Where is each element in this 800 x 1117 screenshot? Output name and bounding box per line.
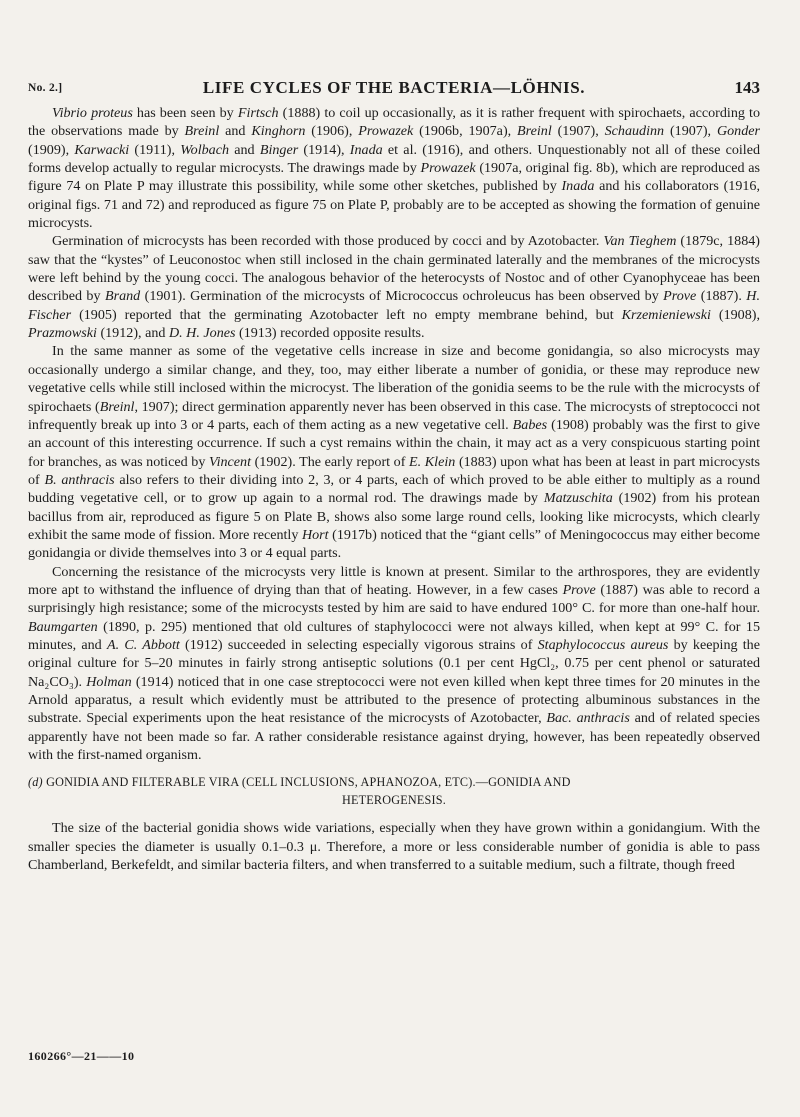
text-run: (1901). Germination of the microcysts of Micrococcus ochroleucus has been observed by bbox=[140, 288, 664, 305]
text-run: The size of the bacterial gonidia shows wide variations, especially when they have grown within a gonidangium. With the smaller species the diameter is usually 0.1–0.3 μ. Therefore, a more or less considerable number of gonidia is able to pass Chamberland, Berkefeldt, and similar bacteria filters, and when transferred to a suitable medium, such a filtrate, though freed bbox=[28, 820, 760, 874]
text-run: and his collaborators (1916, original figs. 71 and 72) and reproduced as figure 75 on Plate P, probably are to be accepted as showing the formation of genuine microcysts. bbox=[28, 178, 760, 232]
subheading-label: (d) bbox=[28, 775, 43, 790]
italic-run: Inada bbox=[349, 141, 383, 158]
text-run: In the same manner as some of the vegetative cells increase in size and become gonidangia, so also microcysts may occasionally undergo a similar change, and they, too, may either liberate a number of gonidia, or these may reproduce new vegetative cells while still inclosed within the microcyst. The liberation of the gonidia seems to be the rule with the microcysts of spirochaets ( bbox=[28, 343, 760, 415]
italic-run: Vibrio proteus bbox=[52, 105, 133, 121]
text-run: (1887). bbox=[696, 288, 747, 305]
italic-run: Vincent bbox=[209, 453, 251, 470]
italic-run: Firtsch bbox=[237, 105, 279, 121]
text-run: (1890, p. 295) mentioned that old cultures of staphylococci were not always killed, when kept at 99° C. for 15 minutes, and bbox=[28, 618, 760, 653]
italic-run: H. Fischer bbox=[28, 288, 760, 323]
italic-run: Schaudinn bbox=[604, 123, 665, 140]
text-run: (1888) to coil up occasionally, as it is rather frequent with spirochaets, according to the observations made by bbox=[28, 105, 760, 140]
italic-run: Van Tieghem bbox=[603, 233, 677, 250]
paragraph bbox=[28, 563, 760, 765]
text-run: (1909), bbox=[28, 141, 75, 158]
text-run: and of related species apparently have not been made so far. A rather considerable resistance against drying, however, has been repeatedly observed with the first-named organism. bbox=[28, 710, 761, 764]
text-run: (1907a, original fig. 8b), which are reproduced as figure 74 on Plate P may illustrate this possibility, while some other sketches, published by bbox=[28, 160, 761, 195]
italic-run: Brand bbox=[104, 288, 141, 305]
text-run: Germination of microcysts has been recorded with those produced by cocci and by Azotobacter. bbox=[52, 233, 604, 250]
text-run: (1908), bbox=[710, 306, 760, 323]
italic-run: Prove bbox=[562, 581, 596, 598]
italic-run: Hort bbox=[301, 526, 329, 543]
italic-run: Baumgarten bbox=[28, 618, 98, 635]
body-text bbox=[28, 104, 760, 874]
text-run: Concerning the resistance of the microcysts very little is known at present. Similar to the arthrospores, they are evidently more apt to withstand the influence of drying than that of heating. However, in a few cases bbox=[28, 563, 760, 598]
text-run: and bbox=[219, 123, 252, 140]
italic-run: Prazmowski bbox=[28, 325, 97, 342]
print-code: 160266°—21——10 bbox=[28, 1049, 135, 1063]
subheading-line-1: GONIDIA AND FILTERABLE VIRA (CELL INCLUSIONS, APHANOZOA, ETC).—GONIDIA AND bbox=[46, 775, 571, 790]
paragraph bbox=[28, 342, 760, 562]
italic-run: Breinl bbox=[184, 123, 220, 140]
text-run: (1907), bbox=[551, 123, 605, 140]
text-run: also refers to their dividing into 2, 3, or 4 parts, each of which proved to be able either to multiply as a round budding vegetative cell, or to grow up again to a normal rod. The drawings made by bbox=[28, 471, 760, 507]
subheading-line-2: HETEROGENESIS. bbox=[341, 793, 447, 808]
paragraph bbox=[28, 104, 760, 232]
text-run: (1908) probably was the first to give an account of this interesting occurrence. If such a cyst remains within the chain, it may act as a very conspicuous starting point for branches, as was noticed by bbox=[28, 416, 760, 470]
italic-run: Wolbach bbox=[180, 141, 230, 158]
text-run: (1917b) noticed that the “giant cells” of Meningococcus may either become gonidangia or divide themselves into 3 or 4 equal parts. bbox=[28, 526, 760, 562]
italic-run: Karwacki bbox=[74, 141, 130, 158]
italic-run: Krzemieniewski bbox=[621, 306, 711, 323]
text-run: (1906b, 1907a), bbox=[413, 123, 518, 140]
text-run: (1912) succeeded in selecting especially vigorous strains of bbox=[179, 636, 538, 653]
text-run: (1911), bbox=[129, 141, 181, 158]
italic-run: Babes bbox=[512, 416, 548, 433]
page-number: 143 bbox=[734, 78, 760, 97]
text-run: , 1907); direct germination apparently never has been observed in this case. The microcysts of streptococci not infrequently break up into 3 or 4 parts, each of them acting as a new vegetative cell. bbox=[28, 398, 760, 433]
running-title: LIFE CYCLES OF THE BACTERIA—LÖHNIS. bbox=[202, 78, 586, 97]
italic-run: A. C. Abbott bbox=[106, 636, 180, 653]
running-header bbox=[28, 78, 760, 100]
section-subheading bbox=[28, 773, 760, 809]
text-run: (1902). The early report of bbox=[251, 453, 410, 470]
italic-run: E. Klein bbox=[409, 453, 456, 470]
italic-run: Matzuschita bbox=[543, 490, 613, 507]
text-run: (1907), bbox=[664, 123, 717, 140]
italic-run: Breinl bbox=[99, 398, 135, 415]
italic-run: Kinghorn bbox=[251, 123, 306, 140]
text-run: (1883) upon what has been at least in part microcysts of bbox=[28, 453, 760, 488]
text-run: (1905) reported that the germinating Azotobacter left no empty membrane behind, but bbox=[71, 306, 622, 323]
italic-run: Staphylococcus aureus bbox=[537, 636, 669, 653]
italic-run: B. anthracis bbox=[44, 471, 115, 488]
issue-number: No. 2.] bbox=[28, 82, 63, 94]
italic-run: Binger bbox=[259, 141, 299, 158]
text-run: by keeping the original culture for 5–20 minutes in fairly strong antiseptic solutions (0.1 per cent HgCl₂, 0.75 per cent phenol or saturated Na₂CO₃). bbox=[28, 636, 760, 690]
text-run: (1913) recorded opposite results. bbox=[235, 325, 425, 342]
text-run: (1887) was able to record a surprisingly high resistance; some of the microcysts tested by him are said to have endured 100° C. for more than one-half hour. bbox=[28, 581, 760, 617]
italic-run: Holman bbox=[86, 673, 132, 690]
text-run: et al. (1916), and others. Unquestionably not all of these coiled forms develop actually to regular microcysts. The drawings made by bbox=[28, 141, 760, 177]
text-run: (1902) from his protean bacillus from air, reproduced as figure 5 on Plate B, shows also some large round cells, looking like microcysts, which clearly exhibit the same mode of fission. More recently bbox=[28, 490, 760, 543]
paragraph bbox=[28, 232, 760, 342]
italic-run: Prowazek bbox=[358, 123, 414, 140]
text-run: (1906), bbox=[305, 123, 359, 140]
text-run: (1912), and bbox=[96, 325, 169, 342]
italic-run: Prove bbox=[663, 288, 697, 305]
italic-run: Gonder bbox=[716, 123, 760, 140]
italic-run: Breinl bbox=[517, 123, 552, 140]
italic-run: Inada bbox=[561, 178, 595, 195]
italic-run: Bac. anthracis bbox=[546, 710, 630, 727]
text-run: (1914), bbox=[298, 141, 350, 158]
text-run: (1914) noticed that in one case streptococci were not even killed when kept three times for 20 minutes in the Arnold apparatus, a result which evidently must be attributed to the presence of protecting albuminous substances in the substrate. Special experiments upon the heat resistance of the microcysts of Azotobacter, bbox=[28, 673, 760, 727]
text-run: has been seen by bbox=[132, 105, 238, 121]
paragraph bbox=[28, 819, 760, 874]
italic-run: Prowazek bbox=[420, 160, 476, 177]
italic-run: D. H. Jones bbox=[168, 325, 236, 342]
text-run: and bbox=[229, 141, 260, 158]
text-run: (1879c, 1884) saw that the “kystes” of Leuconostoc when still inclosed in the chain germinated laterally and the membranes of the microcysts were left behind by the young cocci. The analogous behavior of the heterocysts of Nostoc and of other Cyanophyceae has been described by bbox=[28, 233, 760, 305]
